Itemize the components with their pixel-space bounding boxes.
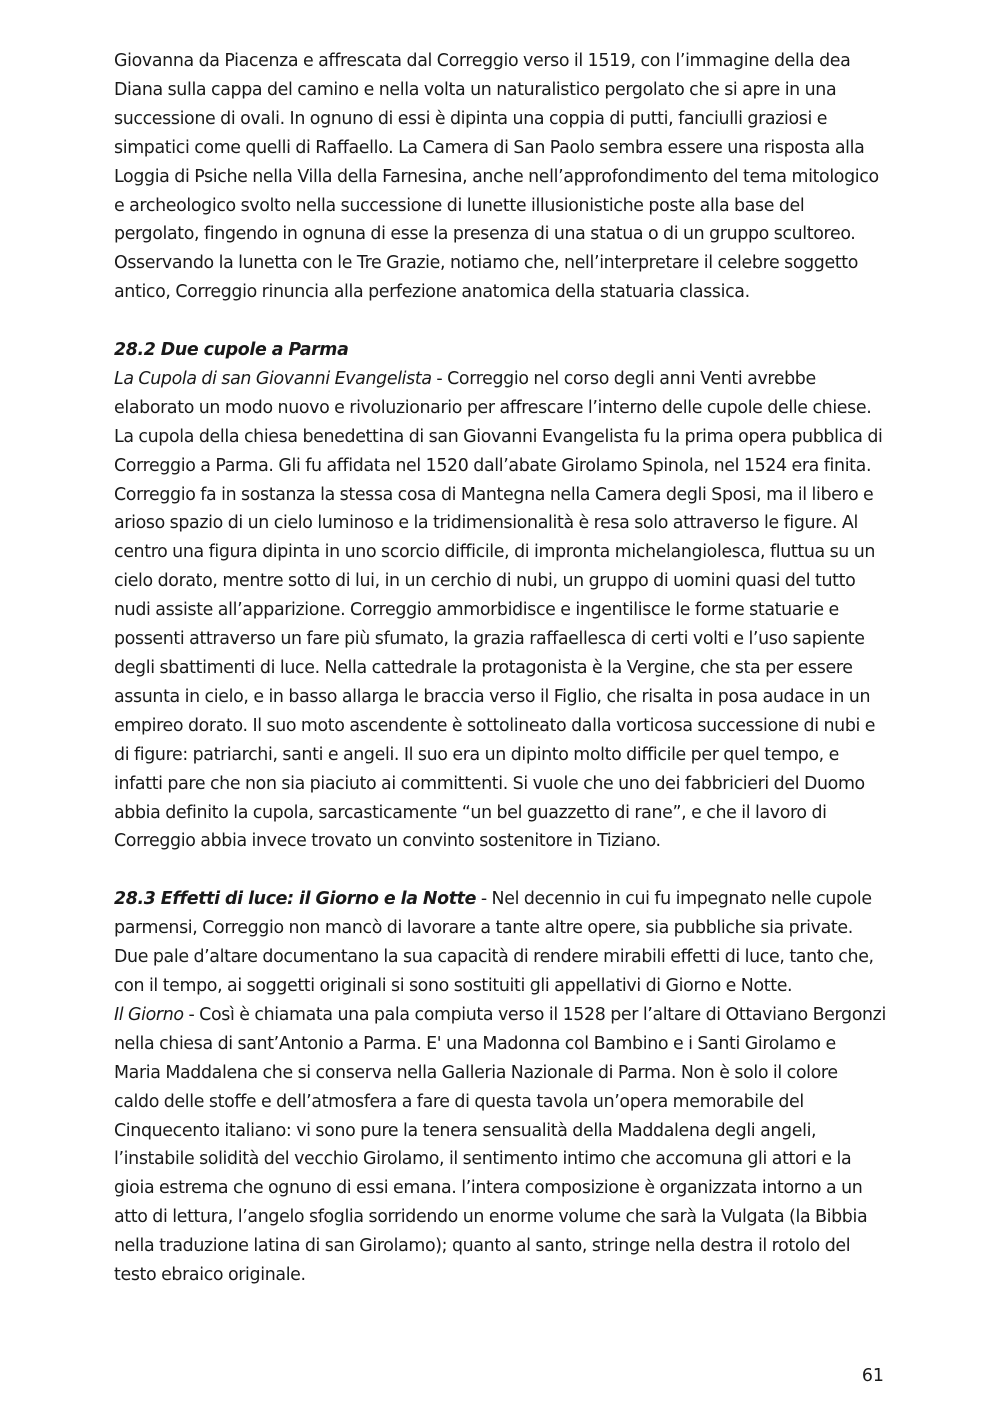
section-28-3-paragraph: [114, 885, 886, 1001]
paragraph-gap: [114, 307, 886, 336]
il-giorno-subheading: Il Giorno: [114, 1004, 184, 1025]
il-giorno-text: - Così è chiamata una pala compiuta verso il 1528 per l’altare di Ottaviano Bergonzi nella chiesa di sant’Antonio a Parma. E' una Madonna col Bambino e i Santi Girolamo e Maria Maddalena che si conserva nella Galleria Nazionale di Parma. Non è solo il colore caldo delle stoffe e dell’atmosfera a fare di questa tavola un’opera memorabile del Cinquecento italiano: vi sono pure la tenera sensualità della Maddalena degli angeli, l’instabile solidità del vecchio Girolamo, il sentimento intimo che accomuna gli attori e la gioia estrema che ognuno di essi emana. l’intera composizione è organizzata intorno a un atto di lettura, l’angelo sfoglia sorridendo un enorme volume che sarà la Vulgata (la Bibbia nella traduzione latina di san Girolamo); quanto al santo, stringe nella destra il rotolo del testo ebraico originale.: [114, 1004, 886, 1286]
intro-paragraph: Giovanna da Piacenza e affrescata dal Correggio verso il 1519, con l’immagine della dea Diana sulla cappa del camino e nella volta un naturalistico pergolato che si apre in una successione di ovali. In ognuno di essi è dipinta una coppia di putti, fanciulli graziosi e simpatici come quelli di Raffaello. La Camera di San Paolo sembra essere una risposta alla Loggia di Psiche nella Villa della Farnesina, anche nell’approfondimento del tema mitologico e archeologico svolto nella successione di lunette illusionistiche poste alla base del pergolato, fingendo in ognuna di esse la presenza di una statua o di un gruppo scultoreo. Osservando la lunetta con le Tre Grazie, notiamo che, nell’interpretare il celebre soggetto antico, Correggio rinuncia alla perfezione anatomica della statuaria classica.: [114, 51, 879, 303]
section-28-2-text: - Correggio nel corso degli anni Venti avrebbe elaborato un modo nuovo e rivoluzionario per affrescare l’interno delle cupole delle chiese. La cupola della chiesa benedettina di san Giovanni Evangelista fu la prima opera pubblica di Correggio a Parma. Gli fu affidata nel 1520 dall’abate Girolamo Spinola, nel 1524 era finita. Correggio fa in sostanza la stessa cosa di Mantegna nella Camera degli Sposi, ma il libero e arioso spazio di un cielo luminoso e la tridimensionalità è resa solo attraverso le figure. Al centro una figura dipinta in uno scorcio difficile, di impronta michelangiolesca, fluttua su un cielo dorato, mentre sotto di lui, in un cerchio di nubi, un gruppo di uomini quasi del tutto nudi assiste all’apparizione. Correggio ammorbidisce e ingentilisce le forme statuarie e possenti attraverso un fare più sfumato, la grazia raffaellesca di certi volti e l’uso sapiente degli sbattimenti di luce. Nella cattedrale la protagonista è la Vergine, che sta per essere assunta in cielo, e in basso allarga le braccia verso il Figlio, che risalta in posa audace in un empireo dorato. Il suo moto ascendente è sottolineato dalla vorticosa successione di nubi e di figure: patriarchi, santi e angeli. Il suo era un dipinto molto difficile per quel tempo, e infatti pare che non sia piaciuto ai committenti. Si vuole che uno dei fabbricieri del Duomo abbia definito la cupola, sarcasticamente “un bel guazzetto di rane”, e che il lavoro di Correggio abbia invece trovato un convinto sostenitore in Tiziano.: [114, 368, 883, 852]
page-number: 61: [861, 1366, 884, 1386]
section-28-2-title: 28.2 Due cupole a Parma: [114, 340, 349, 361]
section-28-3-text: - Nel decennio in cui fu impegnato nelle cupole parmensi, Correggio non mancò di lavorare a tante altre opere, sia pubbliche sia private. Due pale d’altare documentano la sua capacità di rendere mirabili effetti di luce, tanto che, con il tempo, ai soggetti originali si sono sostituiti gli appellativi di Giorno e Notte.: [114, 889, 874, 996]
il-giorno-paragraph: [114, 1001, 886, 1290]
section-28-3-title: 28.3 Effetti di luce: il Giorno e la Notte: [114, 889, 477, 910]
section-28-2-heading: [114, 336, 886, 365]
paragraph-gap: [114, 856, 886, 885]
page-body: [114, 47, 886, 1290]
section-28-2-paragraph: [114, 365, 886, 856]
section-28-2-subheading: La Cupola di san Giovanni Evangelista: [114, 368, 432, 389]
